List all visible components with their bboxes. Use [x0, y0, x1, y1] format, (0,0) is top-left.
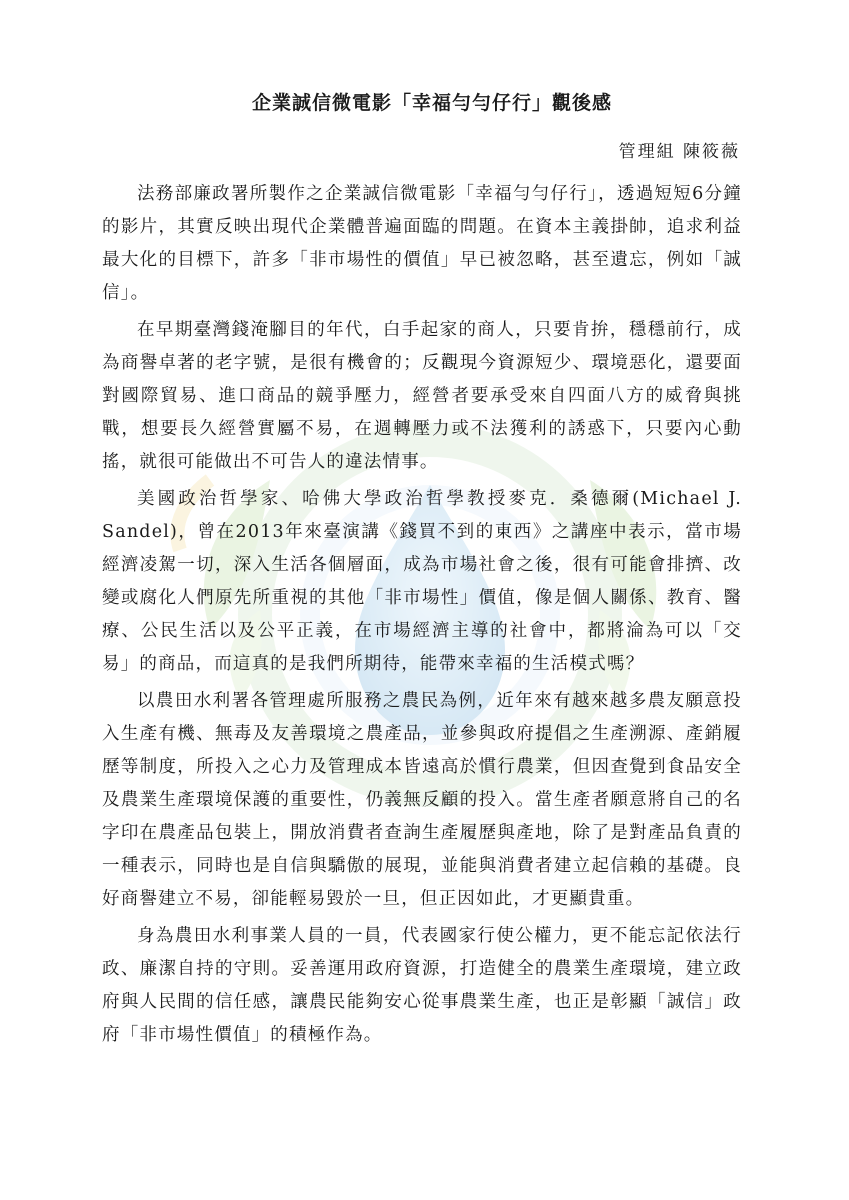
paragraph-4: 以農田水利署各管理處所服務之農民為例，近年來有越來越多農友願意投入生產有機、無毒及友善環境之農產品，並參與政府提倡之生產溯源、產銷履歷等制度，所投入之心力及管理成本皆遠高於慣行農業，但因查覺到食品安全及農業生產環境保護的重要性，仍義無反顧的投入。當生產者願意將自己的名字印在農產品包裝上，開放消費者查詢生產履歷與產地，除了是對產品負責的一種表示，同時也是自信與驕傲的展現，並能與消費者建立起信賴的基礎。良好商譽建立不易，卻能輕易毀於一旦，但正因如此，才更顯貴重。 — [102, 691, 742, 909]
document-author: 管理組 陳筱薇 — [618, 142, 740, 162]
document-title: 企業誠信微電影「幸福勻勻仔行」觀後感 — [251, 92, 612, 114]
paragraph-1: 法務部廉政署所製作之企業誠信微電影「幸福勻勻仔行」，透過短短6分鐘的影片，其實反映出現代企業體普遍面臨的問題。在資本主義掛帥，追求利益最大化的目標下，許多「非市場性的價值」早已被忽略，甚至遺忘，例如「誠信」。 — [102, 184, 742, 303]
paragraph-3: 美國政治哲學家、哈佛大學政治哲學教授麥克．桑德爾(Michael J. Sandel)，曾在2013年來臺演講《錢買不到的東西》之講座中表示，當市場經濟凌駕一切，深入生活各個層面，成為市場社會之後，很有可能會排擠、改變或腐化人們原先所重視的其他「非市場性」價值，像是個人關係、教育、醫療、公民生活以及公平正義，在市場經濟主導的社會中，都將淪為可以「交易」的商品，而這真的是我們所期待，能帶來幸福的生活模式嗎？ — [102, 489, 742, 674]
paragraph-2: 在早期臺灣錢淹腳目的年代，白手起家的商人，只要肯拚，穩穩前行，成為商譽卓著的老字號，是很有機會的；反觀現今資源短少、環境惡化，還要面對國際貿易、進口商品的競爭壓力，經營者要承受來自四面八方的威脅與挑戰，想要長久經營實屬不易，在週轉壓力或不法獲利的誘惑下，只要內心動搖，就很可能做出不可告人的違法情事。 — [102, 320, 742, 472]
paragraph-5: 身為農田水利事業人員的一員，代表國家行使公權力，更不能忘記依法行政、廉潔自持的守則。妥善運用政府資源，打造健全的農業生產環境，建立政府與人民間的信任感，讓農民能夠安心從事農業生產，也正是彰顯「誠信」政府「非市場性價值」的積極作為。 — [102, 926, 742, 1045]
document-page — [102, 88, 742, 1056]
